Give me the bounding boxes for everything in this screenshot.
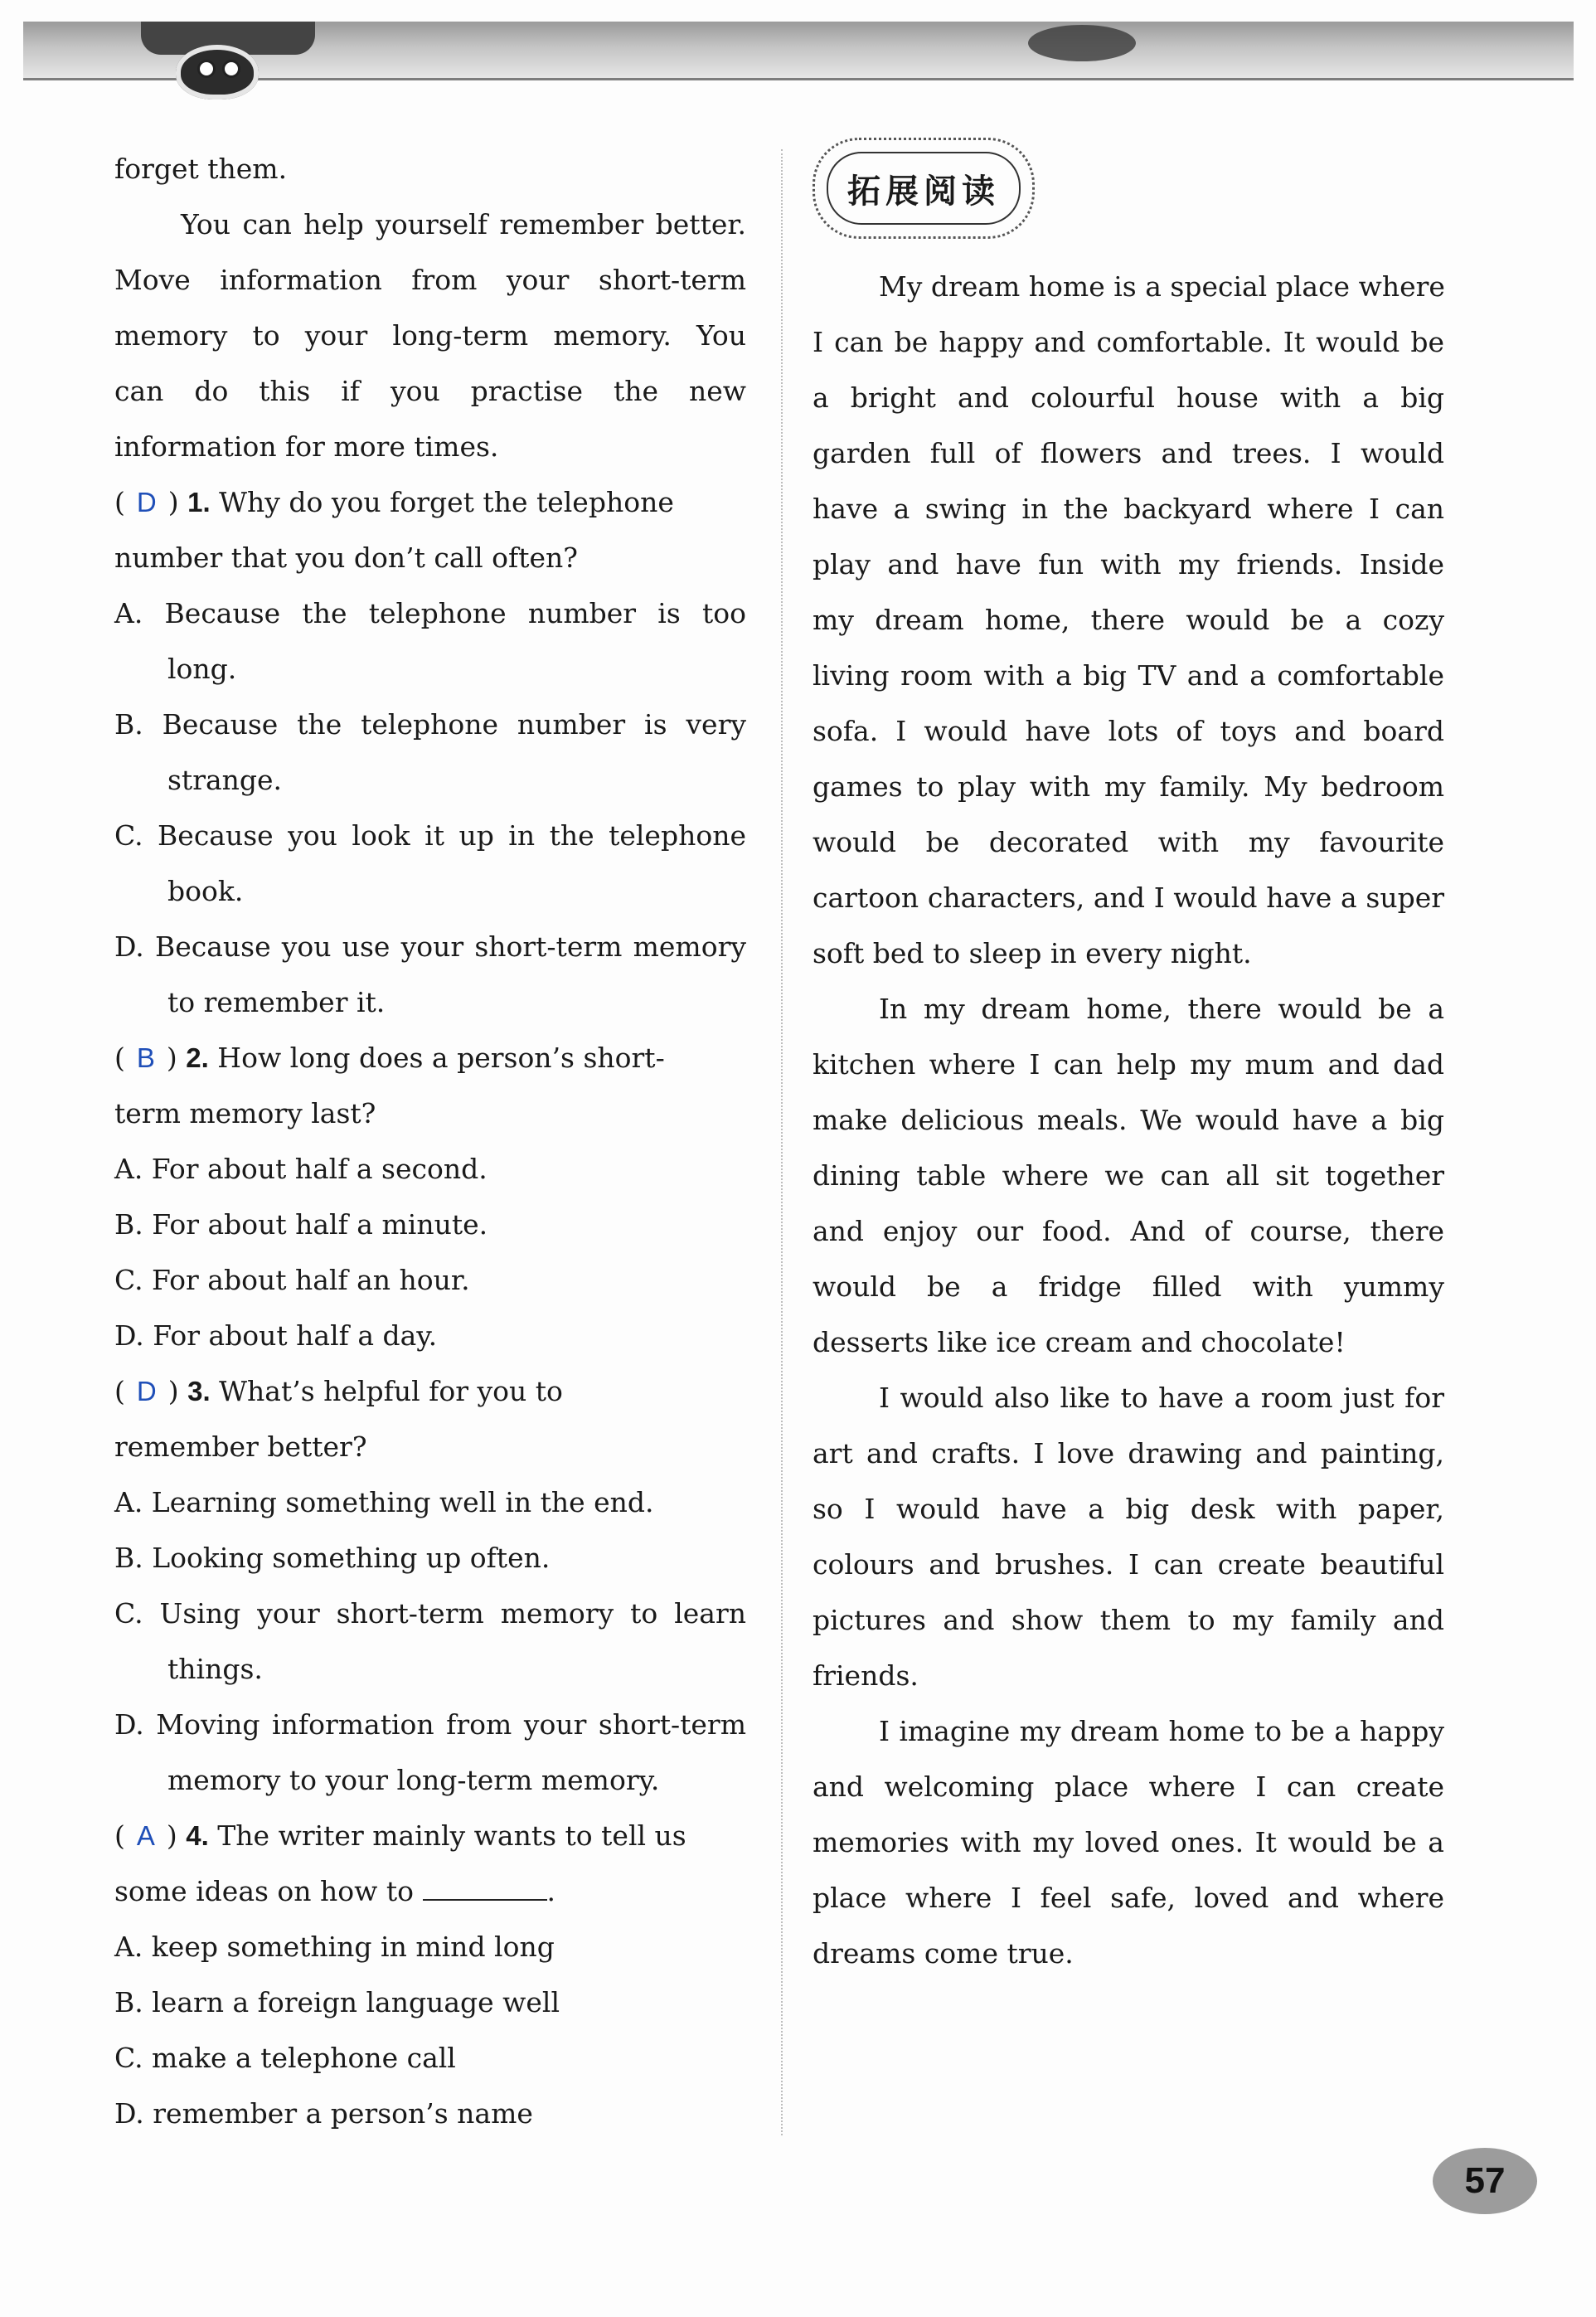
section-banner — [813, 138, 1035, 239]
mascot-icon — [176, 45, 259, 100]
reading-line: so I would have a big desk with paper, — [813, 1493, 1444, 1525]
reading-line: pictures and show them to my family and — [813, 1604, 1444, 1636]
reading-line: garden full of flowers and trees. I would — [813, 437, 1444, 469]
option-cont: strange. — [167, 764, 283, 796]
option: C. For about half an hour. — [114, 1264, 470, 1296]
reading-line: desserts like ice cream and chocolate! — [813, 1326, 1346, 1358]
option: D. Because you use your short-term memory — [114, 930, 746, 963]
reading-line: I imagine my dream home to be a happy — [879, 1715, 1444, 1747]
option: D. For about half a day. — [114, 1319, 438, 1352]
option-cont: memory to your long-term memory. — [167, 1764, 660, 1796]
passage-line: You can help yourself remember better. — [181, 208, 746, 240]
passage-line: information for more times. — [114, 430, 499, 463]
leaf-decoration-icon — [1028, 25, 1136, 61]
right-column — [813, 138, 1444, 1981]
answer-3: D — [136, 1376, 157, 1406]
reading-line: play and have fun with my friends. Inside — [813, 548, 1444, 580]
reading-line: friends. — [813, 1659, 919, 1692]
reading-line: cartoon characters, and I would have a super — [813, 882, 1444, 914]
answer-4: A — [136, 1820, 155, 1851]
option-cont: to remember it. — [167, 986, 386, 1018]
option: B. Because the telephone number is very — [114, 708, 746, 741]
reading-line: would be decorated with my favourite — [813, 826, 1444, 858]
reading-line: dreams come true. — [813, 1937, 1074, 1970]
question-3: ( D ) 3. What’s helpful for you to — [114, 1375, 563, 1407]
reading-line: games to play with my family. My bedroom — [813, 770, 1444, 803]
page-number: 57 — [1433, 2148, 1537, 2214]
reading-line: and enjoy our food. And of course, there — [813, 1215, 1444, 1247]
reading-line: I can be happy and comfortable. It would be — [813, 326, 1444, 358]
question-4: ( A ) 4. The writer mainly wants to tell us — [114, 1819, 686, 1852]
reading-line: have a swing in the backyard where I can — [813, 493, 1444, 525]
reading-line: and welcoming place where I can create — [813, 1771, 1444, 1803]
option: C. Using your short-term memory to learn — [114, 1597, 746, 1630]
reading-line: memories with my loved ones. It would be a — [813, 1826, 1444, 1858]
reading-line: colours and brushes. I can create beautiful — [813, 1548, 1444, 1581]
left-column — [114, 141, 746, 2141]
reading-line: my dream home, there would be a cozy — [813, 604, 1444, 636]
option: A. Learning something well in the end. — [114, 1486, 654, 1518]
reading-line: living room with a big TV and a comfortable — [813, 659, 1444, 692]
reading-line: art and crafts. I love drawing and painting, — [813, 1437, 1444, 1469]
option: B. learn a foreign language well — [114, 1986, 560, 2018]
reading-line: kitchen where I can help my mum and dad — [813, 1048, 1444, 1081]
reading-line: a bright and colourful house with a big — [813, 381, 1444, 414]
passage-line: can do this if you practise the new — [114, 375, 746, 407]
question-4-stem: some ideas on how to . — [114, 1875, 556, 1907]
passage-line: memory to your long-term memory. You — [114, 319, 746, 352]
option: B. Looking something up often. — [114, 1542, 551, 1574]
reading-line: soft bed to sleep in every night. — [813, 937, 1252, 969]
reading-line: My dream home is a special place where — [879, 270, 1445, 303]
question-2: ( B ) 2. How long does a person’s short- — [114, 1042, 665, 1074]
option: D. Moving information from your short-term — [114, 1708, 746, 1741]
answer-2: B — [136, 1042, 155, 1073]
passage-line: Move information from your short-term — [114, 264, 746, 296]
option-cont: things. — [167, 1653, 263, 1685]
banner-title: 拓展阅读 — [827, 152, 1021, 225]
passage-line: forget them. — [114, 153, 288, 185]
reading-line: dining table where we can all sit together — [813, 1159, 1444, 1192]
option: A. For about half a second. — [114, 1153, 488, 1185]
reading-line: In my dream home, there would be a — [879, 993, 1444, 1025]
question-3-stem: remember better? — [114, 1431, 367, 1463]
reading-line: make delicious meals. We would have a big — [813, 1104, 1444, 1136]
answer-1: D — [136, 487, 157, 517]
option: B. For about half a minute. — [114, 1208, 488, 1241]
question-1-stem: number that you don’t call often? — [114, 542, 578, 574]
question-2-stem: term memory last? — [114, 1097, 376, 1129]
reading-line: sofa. I would have lots of toys and board — [813, 715, 1444, 747]
option-cont: book. — [167, 875, 244, 907]
option-cont: long. — [167, 653, 237, 685]
option: D. remember a person’s name — [114, 2097, 533, 2130]
reading-line: I would also like to have a room just for — [879, 1382, 1444, 1414]
option: C. make a telephone call — [114, 2042, 456, 2074]
question-1: ( D ) 1. Why do you forget the telephone — [114, 486, 674, 518]
answer-blank — [423, 1874, 547, 1901]
option: A. keep something in mind long — [114, 1931, 555, 1963]
option: C. Because you look it up in the telephone — [114, 819, 746, 852]
option: A. Because the telephone number is too — [114, 597, 746, 629]
column-divider — [781, 149, 783, 2135]
reading-line: place where I feel safe, loved and where — [813, 1882, 1444, 1914]
reading-line: would be a fridge filled with yummy — [813, 1270, 1444, 1303]
